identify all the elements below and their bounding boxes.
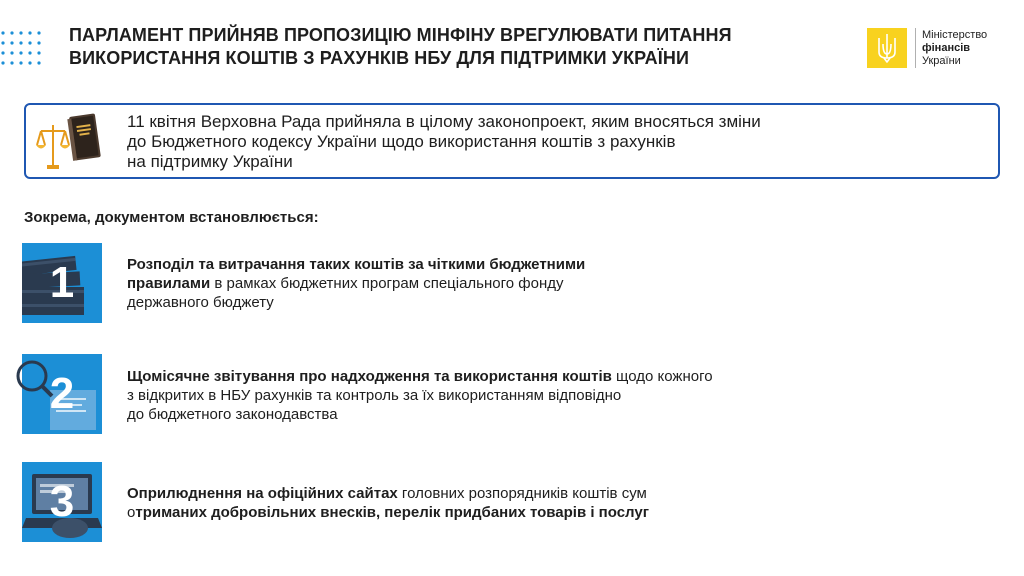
item-1-number-tile [22,243,102,323]
item-2-bold-line-1: Щомісячне звітування про надходження та використання коштів [127,368,612,385]
item-2-line-3: до бюджетного законодавства [127,406,338,423]
intro-text [127,112,987,172]
ministry-name-line-3: України [922,54,961,67]
item-3-line-1-rest: головних розпорядників коштів сум [397,485,647,502]
intro-box [24,103,1000,179]
item-2-line-1-rest: щодо кожного [611,368,713,385]
item-1-number: 1 [49,258,75,307]
item-3-bold-line-2: триманих добровільних внесків, перелік придбаних товарів і послуг [135,504,649,521]
page-title-line-1: ПАРЛАМЕНТ ПРИЙНЯВ ПРОПОЗИЦІЮ МІНФІНУ ВРЕГУЛЮВАТИ ПИТАННЯ [69,25,732,45]
item-2-number: 2 [49,369,75,418]
logo-divider [915,28,916,68]
item-3-number: 3 [49,477,75,526]
page-title-line-2: ВИКОРИСТАННЯ КОШТІВ З РАХУНКІВ НБУ ДЛЯ ПІДТРИМКИ УКРАЇНИ [69,48,689,68]
item-1-text [127,255,867,312]
intro-text-line-1: 11 квітня Верховна Рада прийняла в цілому законопроект, яким вносяться зміни [127,112,761,131]
trident-emblem-icon [867,28,907,68]
page-title [69,24,829,70]
item-1-bold-line-1: Розподіл та витрачання таких коштів за чіткими бюджетними [127,256,586,273]
item-1-bold-line-2: правилами [127,275,211,292]
item-3-line-2-plain: о [127,504,136,521]
item-3-text [127,484,867,522]
item-2-line-2: з відкритих в НБУ рахунків та контроль за їх використанням відповідно [127,387,622,404]
item-1-line-2-rest: в рамках бюджетних програм спеціального фонду [210,275,564,292]
section-subheading: Зокрема, документом встановлюється: [24,209,319,226]
ministry-name [922,29,987,68]
intro-text-line-3: на підтримку України [127,152,293,171]
budget-code-book-icon [35,111,103,175]
intro-text-line-2: до Бюджетного кодексу України щодо використання коштів з рахунків [127,132,676,151]
ministry-name-line-1: Міністерство [922,28,988,41]
item-3-bold-line-1: Оприлюднення на офіційних сайтах [127,485,398,502]
decorative-dot-grid [0,30,50,68]
item-2-text [127,367,867,424]
item-3-number-tile [22,462,102,542]
item-1-line-3: державного бюджету [127,294,274,311]
ministry-logo [867,28,987,68]
magnifier-icon [14,358,54,398]
ministry-name-line-2: фінансів [922,41,971,54]
